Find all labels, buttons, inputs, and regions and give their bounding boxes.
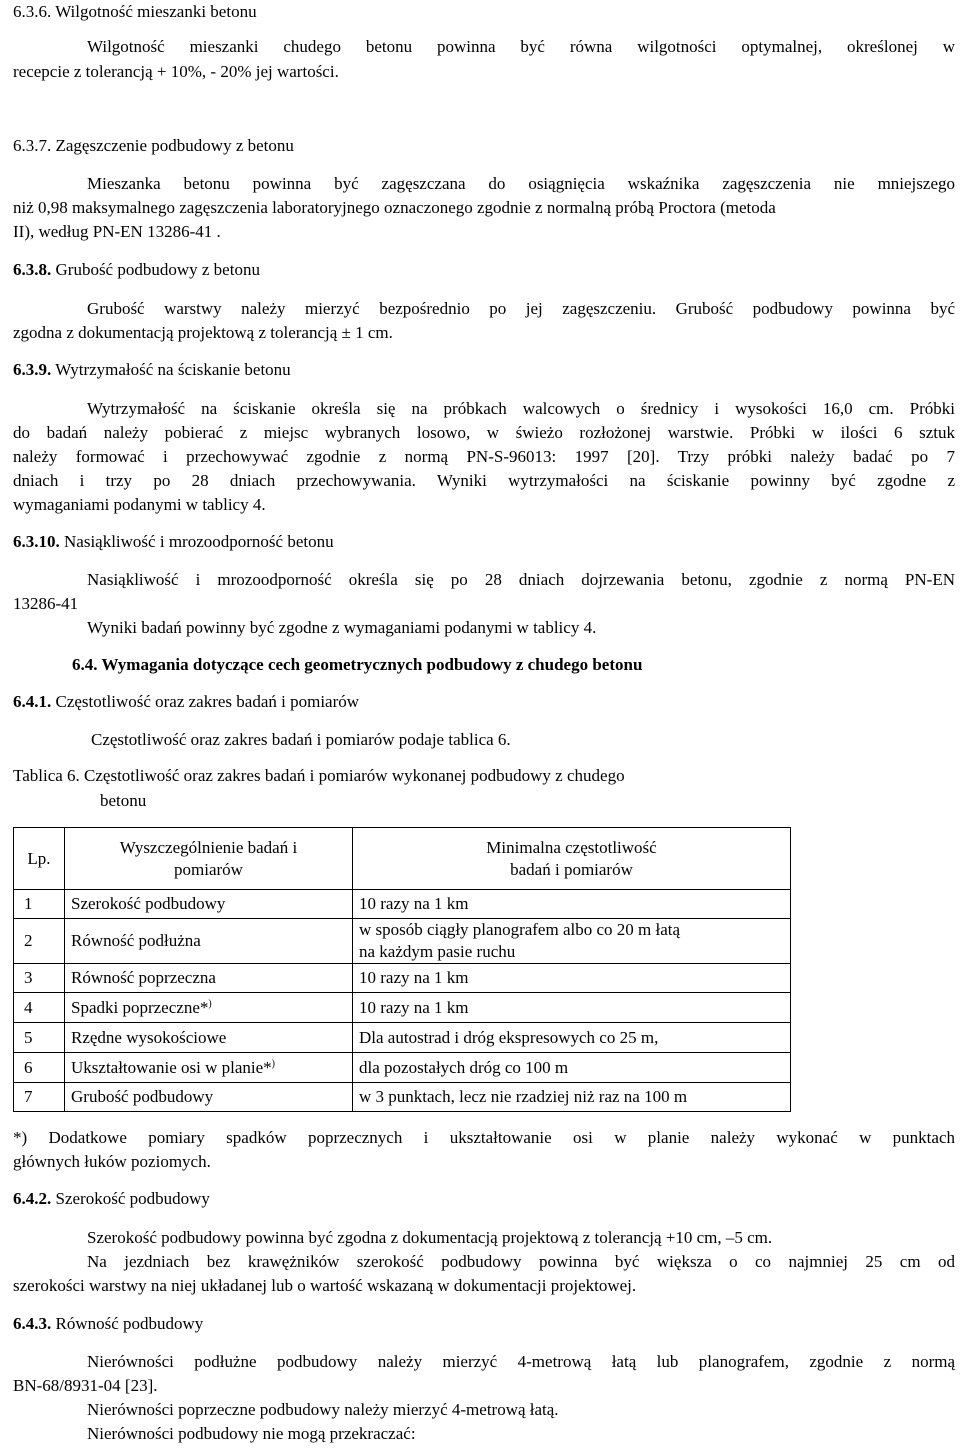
cell-name: Rzędne wysokościowe	[65, 1023, 353, 1053]
section-title: Szerokość podbudowy	[51, 1189, 210, 1208]
table-header-row	[14, 828, 791, 890]
section-number: 6.4.3.	[13, 1314, 52, 1333]
cell-frequency: Dla autostrad i dróg ekspresowych co 25 m,	[353, 1023, 791, 1053]
cell-name: Grubość podbudowy	[65, 1083, 353, 1112]
cell-freq-line: na każdym pasie ruchu	[359, 942, 516, 961]
cell-name-text: Spadki poprzeczne*	[71, 997, 209, 1017]
cell-lp: 3	[14, 964, 65, 993]
paragraph-line: Na jezdniach bez krawężników szerokość podbudowy powinna być większa o co najmniej 25 cm od	[87, 1252, 955, 1271]
section-heading-6-3-8	[13, 258, 260, 282]
header-lp: Lp.	[14, 828, 65, 890]
cell-name-text: Ukształtowanie osi w planie*	[71, 1057, 272, 1077]
section-heading-6-4-1	[13, 690, 359, 714]
table-row	[14, 890, 791, 919]
cell-name	[65, 1053, 353, 1083]
paragraph-line: należy formować i przechowywać zgodnie z normą PN-S-96013: 1997 [20]. Trzy próbki należy badać po 7	[13, 447, 955, 466]
section-number: 6.3.9.	[13, 360, 52, 379]
header-freq-line: Minimalna częstotliwość	[486, 837, 657, 857]
paragraph-line: BN-68/8931-04 [23].	[13, 1376, 158, 1395]
header-name	[65, 828, 353, 890]
cell-name	[65, 993, 353, 1023]
section-number: 6.3.8.	[13, 260, 52, 279]
section-heading-6-3-7: 6.3.7. Zagęszczenie podbudowy z betonu	[13, 136, 294, 155]
paragraph-line: 13286-41	[13, 594, 79, 613]
footnote-mark: )	[271, 1057, 275, 1069]
paragraph-line: szerokości warstwy na niej układanej lub o wartość wskazaną w dokumentacji projektowej.	[13, 1276, 637, 1295]
header-freq-line: badań i pomiarów	[510, 859, 633, 879]
header-name-line: Wyszczególnienie badań i	[119, 837, 298, 857]
cell-name: Równość podłużna	[65, 919, 353, 964]
paragraph-line: Grubość warstwy należy mierzyć bezpośrednio po jej zagęszczeniu. Grubość podbudowy powinna być	[87, 299, 955, 318]
paragraph-line: Nierówności podbudowy nie mogą przekraczać:	[87, 1424, 416, 1443]
cell-lp: 5	[14, 1023, 65, 1053]
header-name-line: pomiarów	[174, 859, 243, 879]
table-row	[14, 919, 791, 964]
cell-frequency: 10 razy na 1 km	[353, 964, 791, 993]
paragraph-line: Częstotliwość oraz zakres badań i pomiarów podaje tablica 6.	[91, 730, 511, 749]
table-row	[14, 1053, 791, 1083]
paragraph-line: Wilgotność mieszanki chudego betonu powinna być równa wilgotności optymalnej, określonej w	[87, 37, 955, 56]
footnote-mark: )	[208, 997, 212, 1009]
section-heading-6-4-2	[13, 1187, 210, 1211]
paragraph-line: Nierówności poprzeczne podbudowy należy mierzyć 4-metrową łatą.	[87, 1400, 559, 1419]
section-title: Grubość podbudowy z betonu	[51, 260, 260, 279]
cell-frequency	[353, 919, 791, 964]
section-title: Wytrzymałość na ściskanie betonu	[51, 360, 291, 379]
section-heading-6-3-6: 6.3.6. Wilgotność mieszanki betonu	[13, 2, 257, 21]
cell-frequency: 10 razy na 1 km	[353, 890, 791, 919]
cell-name: Równość poprzeczna	[65, 964, 353, 993]
paragraph-line: II), według PN-EN 13286-41 .	[13, 222, 221, 241]
paragraph-line: Mieszanka betonu powinna być zagęszczana do osiągnięcia wskaźnika zagęszczenia nie mniejszego	[87, 174, 955, 193]
cell-name: Szerokość podbudowy	[65, 890, 353, 919]
cell-frequency: 10 razy na 1 km	[353, 993, 791, 1023]
paragraph-line: Wyniki badań powinny być zgodne z wymaganiami podanymi w tablicy 4.	[87, 618, 597, 637]
cell-freq-line: w sposób ciągły planografem albo co 20 m łatą	[359, 920, 681, 939]
paragraph-line: Szerokość podbudowy powinna być zgodna z dokumentacją projektową z tolerancją +10 cm, –5 cm.	[87, 1228, 773, 1247]
paragraph-line: do badań należy pobierać z miejsc wybranych losowo, w świeżo rozłożonej warstwie. Próbki w ilości 6 sztuk	[13, 423, 955, 442]
cell-frequency: dla pozostałych dróg co 100 m	[353, 1053, 791, 1083]
section-number: 6.4.2.	[13, 1189, 52, 1208]
paragraph-line: wymaganiami podanymi w tablicy 4.	[13, 495, 266, 514]
cell-lp: 7	[14, 1083, 65, 1112]
section-heading-6-3-9	[13, 358, 291, 382]
paragraph-line: Nasiąkliwość i mrozoodporność określa się po 28 dniach dojrzewania betonu, zgodnie z normą PN-EN	[87, 570, 955, 589]
cell-lp: 2	[14, 919, 65, 964]
section-heading-6-3-10	[13, 530, 334, 554]
paragraph-line: recepcie z tolerancją + 10%, - 20% jej wartości.	[13, 62, 339, 81]
table-caption: Tablica 6. Częstotliwość oraz zakres badań i pomiarów wykonanej podbudowy z chudego	[13, 766, 625, 785]
paragraph-line: zgodna z dokumentacją projektową z tolerancją ± 1 cm.	[13, 323, 393, 342]
section-heading-6-4: 6.4. Wymagania dotyczące cech geometrycznych podbudowy z chudego betonu	[72, 655, 643, 674]
section-title: Częstotliwość oraz zakres badań i pomiarów	[51, 692, 360, 711]
table-caption-cont: betonu	[100, 791, 147, 810]
cell-lp: 6	[14, 1053, 65, 1083]
table-row	[14, 993, 791, 1023]
paragraph-line: Wytrzymałość na ściskanie określa się na próbkach walcowych o średnicy i wysokości 16,0 cm. Próbki	[87, 399, 955, 418]
table-row	[14, 964, 791, 993]
cell-frequency: w 3 punktach, lecz nie rzadziej niż raz na 100 m	[353, 1083, 791, 1112]
table-6	[13, 827, 791, 1112]
paragraph-line: Nierówności podłużne podbudowy należy mierzyć 4-metrową łatą lub planografem, zgodnie z normą	[87, 1352, 955, 1371]
section-title: Równość podbudowy	[51, 1314, 204, 1333]
paragraph-line: dniach i trzy po 28 dniach przechowywania. Wyniki wytrzymałości na ściskanie powinny być zgodne z	[13, 471, 955, 490]
table-row	[14, 1083, 791, 1112]
table-row	[14, 1023, 791, 1053]
section-heading-6-4-3	[13, 1312, 203, 1336]
section-number: 6.4.1.	[13, 692, 52, 711]
table-footnote: *) Dodatkowe pomiary spadków poprzecznych i ukształtowanie osi w planie należy wykonać w punktach	[13, 1128, 955, 1147]
section-title: Nasiąkliwość i mrozoodporność betonu	[59, 532, 334, 551]
section-number: 6.3.10.	[13, 532, 60, 551]
cell-lp: 4	[14, 993, 65, 1023]
header-frequency	[353, 828, 791, 890]
table-footnote-cont: głównych łuków poziomych.	[13, 1152, 211, 1171]
paragraph-line: niż 0,98 maksymalnego zagęszczenia laboratoryjnego oznaczonego zgodnie z normalną próbą Proctora (metoda	[13, 198, 776, 217]
cell-lp: 1	[14, 890, 65, 919]
